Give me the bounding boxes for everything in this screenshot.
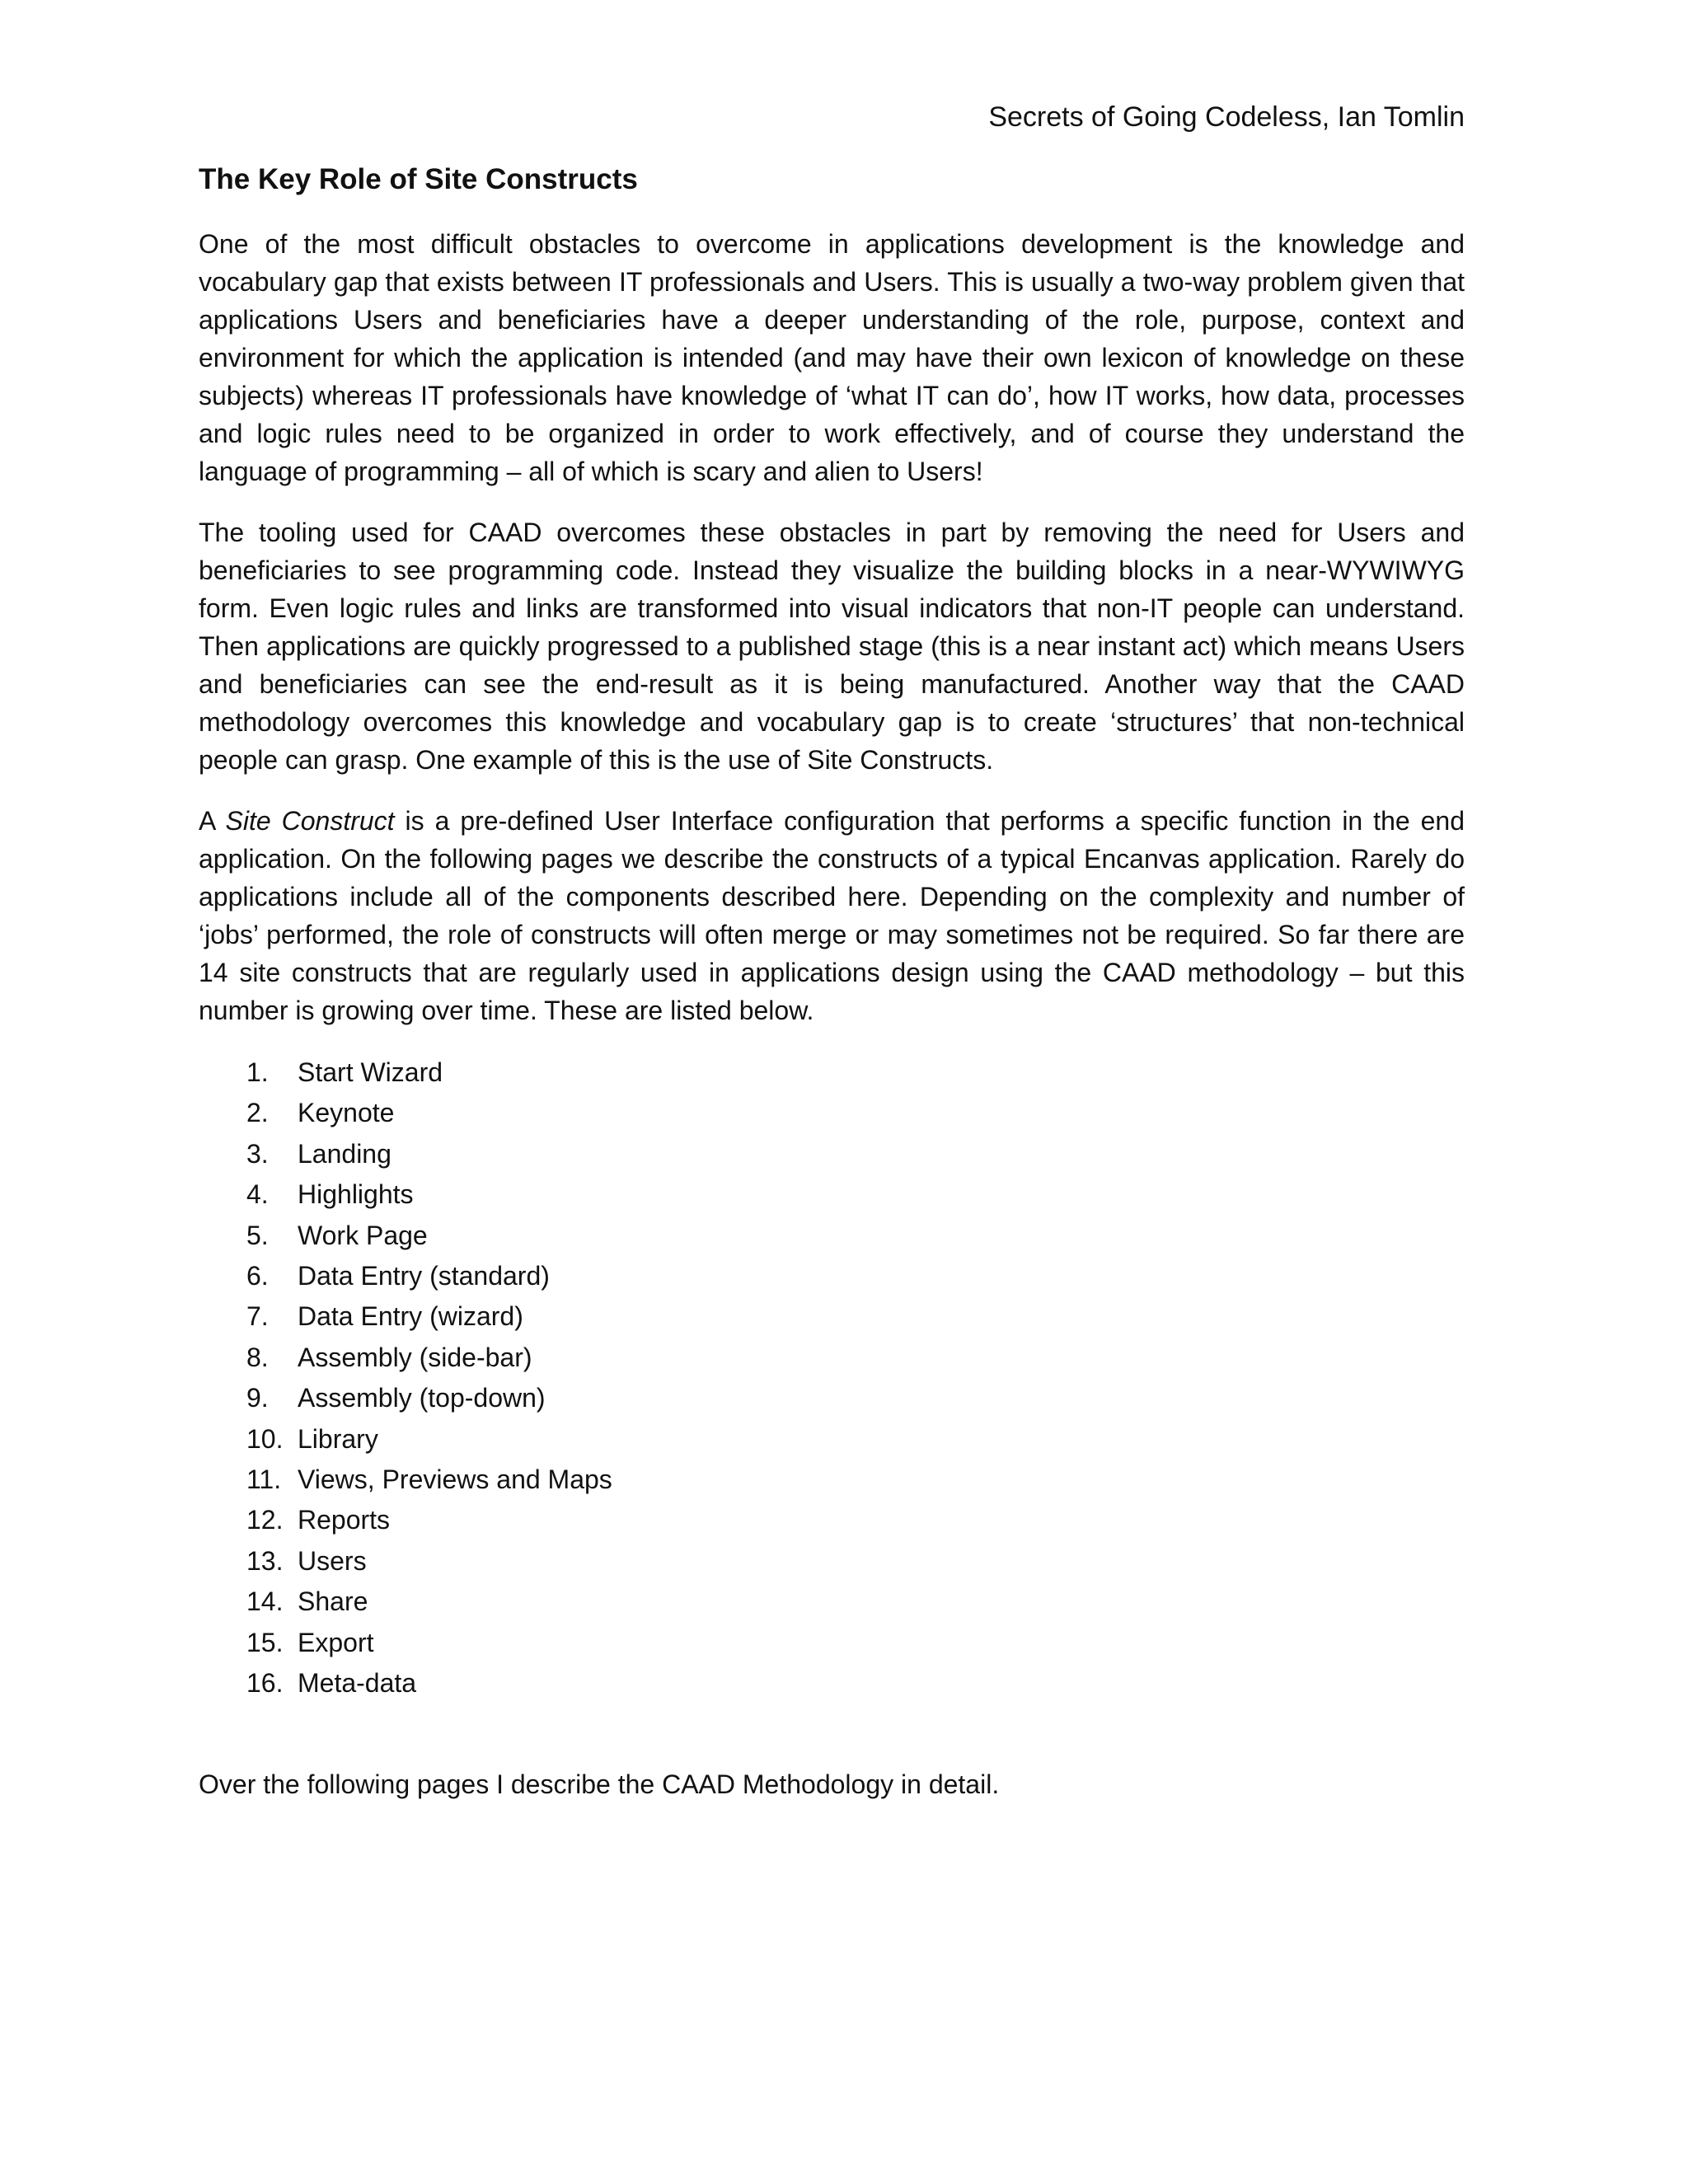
list-item-label: Export (298, 1627, 374, 1657)
list-item (199, 1174, 612, 1215)
list-item-number: 11. (246, 1465, 282, 1495)
list-item (199, 1419, 612, 1460)
list-item (199, 1256, 612, 1296)
list-item-number: 14. (246, 1586, 284, 1617)
list-item-number: 7. (246, 1301, 269, 1332)
list-item-number: 16. (246, 1668, 284, 1699)
list-item-number: 5. (246, 1220, 269, 1250)
list-item-number: 10. (246, 1423, 284, 1454)
list-item-number: 1. (246, 1057, 269, 1087)
list-item-number: 2. (246, 1098, 269, 1128)
paragraph-caad-tooling: The tooling used for CAAD overcomes these obstacles in part by removing the need for Users and beneficiaries to see programming code. Instead they visualize the building blocks in a near-WYWIWYG form. Even logic rules and links are transformed into visual indicators that non-IT people can understand. Then applications are quickly progressed to a published stage (this is a near instant act) which means Users and beneficiaries can see the end-result as it is being manufactured. Another way that the CAAD methodology overcomes this knowledge and vocabulary gap is to create ‘structures’ that non-technical people can grasp. One example of this is the use of Site Constructs. (199, 518, 1465, 775)
list-item-label: Start Wizard (298, 1057, 443, 1087)
list-item-label: Keynote (298, 1098, 395, 1128)
list-item-number: 15. (246, 1627, 284, 1657)
list-item (199, 1582, 612, 1622)
list-item (199, 1134, 612, 1174)
list-item-label: Share (298, 1586, 368, 1617)
list-item-number: 6. (246, 1261, 269, 1291)
list-item (199, 1623, 612, 1663)
list-item-number: 3. (246, 1138, 269, 1169)
running-header: Secrets of Going Codeless, Ian Tomlin (988, 101, 1465, 133)
section-title: The Key Role of Site Constructs (199, 163, 638, 195)
list-item-label: Landing (298, 1138, 392, 1169)
list-item-label: Meta-data (298, 1668, 417, 1699)
list-item-number: 13. (246, 1545, 284, 1576)
site-construct-term: Site Construct (225, 806, 395, 836)
list-item (199, 1216, 612, 1256)
list-item-label: Library (298, 1423, 378, 1454)
list-item-number: 9. (246, 1383, 269, 1413)
list-item (199, 1460, 612, 1500)
paragraph-prefix: A (199, 806, 226, 836)
list-item (199, 1052, 612, 1093)
list-item-label: Reports (298, 1505, 391, 1535)
list-item (199, 1296, 612, 1337)
list-item (199, 1378, 612, 1418)
list-item (199, 1663, 612, 1704)
list-item (199, 1093, 612, 1133)
closing-sentence: Over the following pages I describe the CAAD Methodology in detail. (199, 1769, 1000, 1799)
list-item-label: Views, Previews and Maps (298, 1465, 612, 1495)
paragraph-site-construct-definition (199, 802, 1465, 1029)
paragraph-rest: is a pre-defined User Interface configuration that performs a specific function in the end application. On the following pages we describe the constructs of a typical Encanvas application. Rarely do applications include all of the components described here. Depending on the complexity and number of ‘jobs’ performed, the role of constructs will often merge or may sometimes not be required. So far there are 14 site constructs that are regularly used in applications design using the CAAD methodology – but this number is growing over time. These are listed below. (199, 806, 1465, 1025)
list-item-number: 8. (246, 1342, 269, 1372)
list-item (199, 1338, 612, 1378)
site-constructs-list (199, 1052, 612, 1704)
list-item-label: Data Entry (wizard) (298, 1301, 523, 1332)
list-item-label: Assembly (side-bar) (298, 1342, 532, 1372)
list-item-label: Highlights (298, 1179, 414, 1210)
list-item-label: Assembly (top-down) (298, 1383, 546, 1413)
list-item-label: Data Entry (standard) (298, 1261, 550, 1291)
list-item-number: 4. (246, 1179, 269, 1210)
list-item-label: Work Page (298, 1220, 428, 1250)
list-item-number: 12. (246, 1505, 284, 1535)
list-item (199, 1500, 612, 1540)
list-item (199, 1541, 612, 1582)
paragraph-knowledge-gap: One of the most difficult obstacles to overcome in applications development is the knowledge and vocabulary gap that exists between IT professionals and Users. This is usually a two-way problem given that applications Users and beneficiaries have a deeper understanding of the role, purpose, context and environment for which the application is intended (and may have their own lexicon of knowledge on these subjects) whereas IT professionals have knowledge of ‘what IT can do’, how IT works, how data, processes and logic rules need to be organized in order to work effectively, and of course they understand the language of programming – all of which is scary and alien to Users! (199, 229, 1465, 486)
list-item-label: Users (298, 1545, 367, 1576)
